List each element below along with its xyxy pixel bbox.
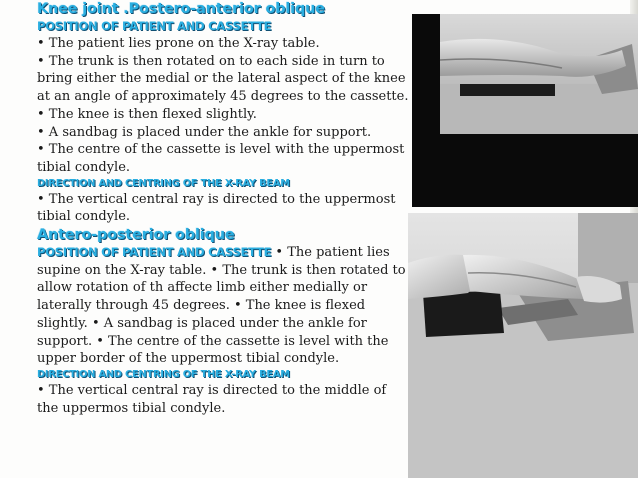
section1-bullet-3: • A sandbag is placed under the ankle for support. — [37, 124, 372, 140]
section2-title: Antero-posterior oblique — [37, 227, 235, 244]
section2-body: • The patient lies supine on the X-ray table. • The trunk is then rotated to allow rotation of th affecte limb either medially or laterally through 45 degrees. • The knee is flexed slightly. • A sandbag is placed under the ankle for support. • The centre of the cassette is level with the upper border of the uppermost tibial condyle. — [37, 245, 406, 367]
photo-prone-knee — [412, 14, 638, 207]
photo-prone-knee-image — [412, 14, 638, 207]
section1-beam-heading: DIRECTION AND CENTRING OF THE X-RAY BEAM — [37, 177, 290, 189]
photo-supine-knee-image — [408, 213, 638, 478]
section1-bullet-1: • The patient lies prone on the X-ray table. — [37, 36, 320, 51]
slide-title: Knee joint .Postero-anterior oblique — [37, 1, 325, 17]
text-column — [37, 0, 409, 417]
section1-bullet-2: • The trunk is then rotated on to each side in turn to bring either the medial or the lateral aspect of the knee at an angle of approximately 45 degrees to the cassette. • The knee is then flexed slightly. — [37, 53, 409, 122]
section1-bullet-4: • The centre of the cassette is level with the uppermost tibial condyle. — [37, 142, 405, 175]
photo-supine-knee — [408, 213, 638, 478]
section1-beam-text: • The vertical central ray is directed to the uppermost tibial condyle. — [37, 191, 396, 225]
section1-heading: POSITION OF PATIENT AND CASSETTE — [37, 19, 272, 33]
section2-beam-text: • The vertical central ray is directed to the middle of the uppermos tibial condyle. — [37, 382, 387, 416]
section2-paragraph — [37, 244, 409, 368]
section2-beam-heading: DIRECTION AND CENTRING OF THE X-RAY BEAM — [37, 368, 290, 380]
section2-heading: POSITION OF PATIENT AND CASSETTE — [37, 245, 272, 260]
